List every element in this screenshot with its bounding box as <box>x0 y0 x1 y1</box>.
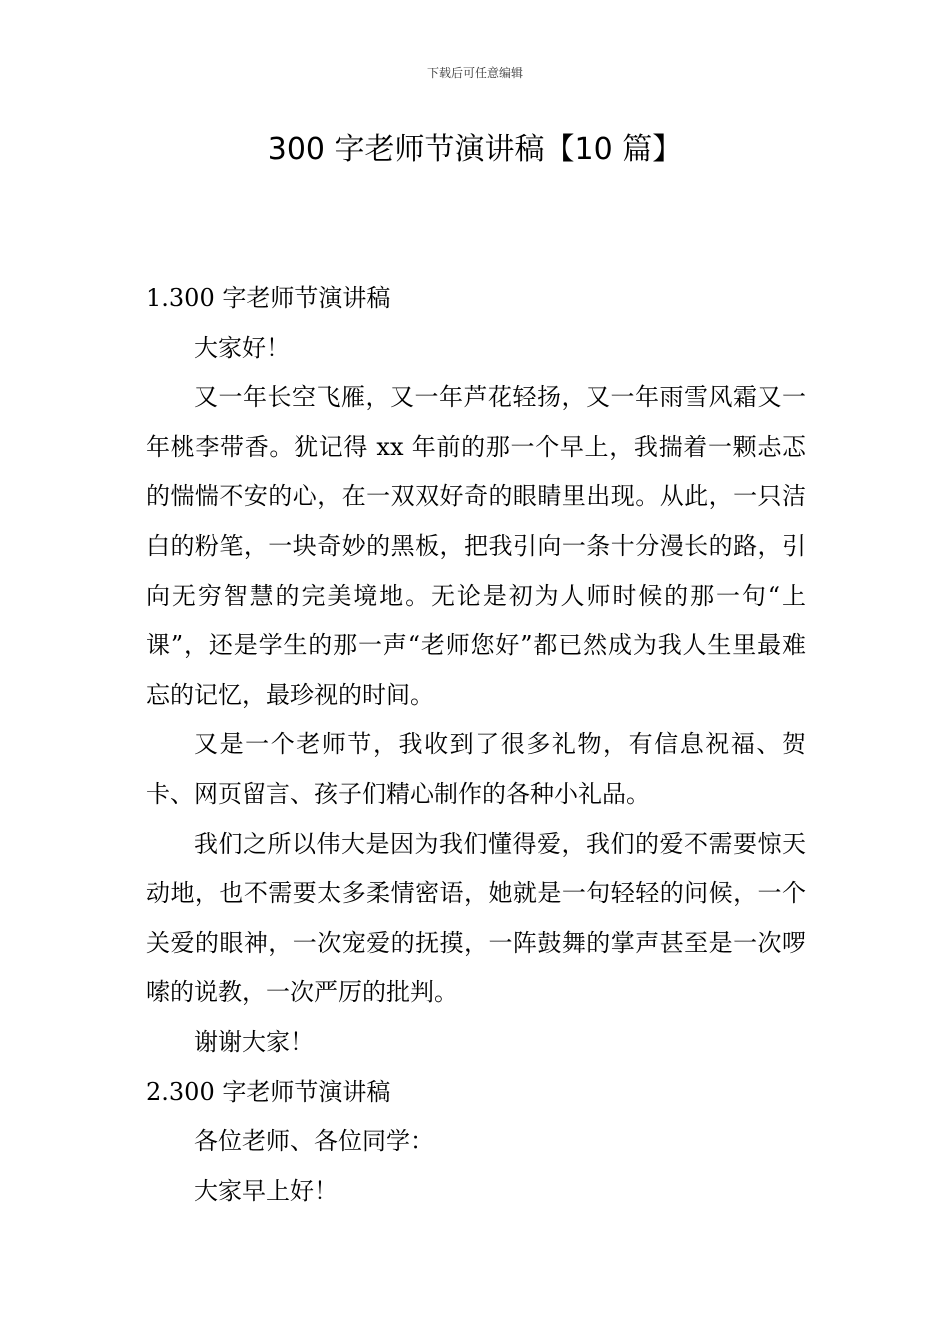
paragraph: 又一年长空飞雁，又一年芦花轻扬，又一年雨雪风霜又一年桃李带香。犹记得 xx 年前的那一个早上，我揣着一颗忐忑的惴惴不安的心，在一双双好奇的眼睛里出现。从此，一只洁白的粉笔，一块奇妙的黑板，把我引向一条十分漫长的路，引向无穷智慧的完美境地。无论是初为人师时候的那一句“上课”，还是学生的那一声“老师您好”都已然成为我人生里最难忘的记忆，最珍视的时间。 <box>146 383 806 709</box>
paragraph: 又是一个老师节，我收到了很多礼物，有信息祝福、贺卡、网页留言、孩子们精心制作的各种小礼品。 <box>146 730 806 808</box>
paragraph: 各位老师、各位同学： <box>194 1127 434 1156</box>
paragraph: 大家好！ <box>194 333 290 362</box>
header-note: 下载后可任意编辑 <box>426 66 523 80</box>
paragraph: 我们之所以伟大是因为我们懂得爱，我们的爱不需要惊天动地，也不需要太多柔情密语，她就是一句轻轻的问候，一个关爱的眼神，一次宠爱的抚摸，一阵鼓舞的掌声甚至是一次啰嗦的说教，一次严厉的批判。 <box>146 829 806 1007</box>
document-body <box>146 274 806 1216</box>
section-heading: 1.300 字老师节演讲稿 <box>146 284 391 312</box>
section-heading: 2.300 字老师节演讲稿 <box>146 1077 391 1106</box>
paragraph: 大家早上好！ <box>194 1176 338 1205</box>
paragraph: 谢谢大家！ <box>194 1027 314 1056</box>
document-title: 300 字老师节演讲稿【10 篇】 <box>267 132 683 167</box>
